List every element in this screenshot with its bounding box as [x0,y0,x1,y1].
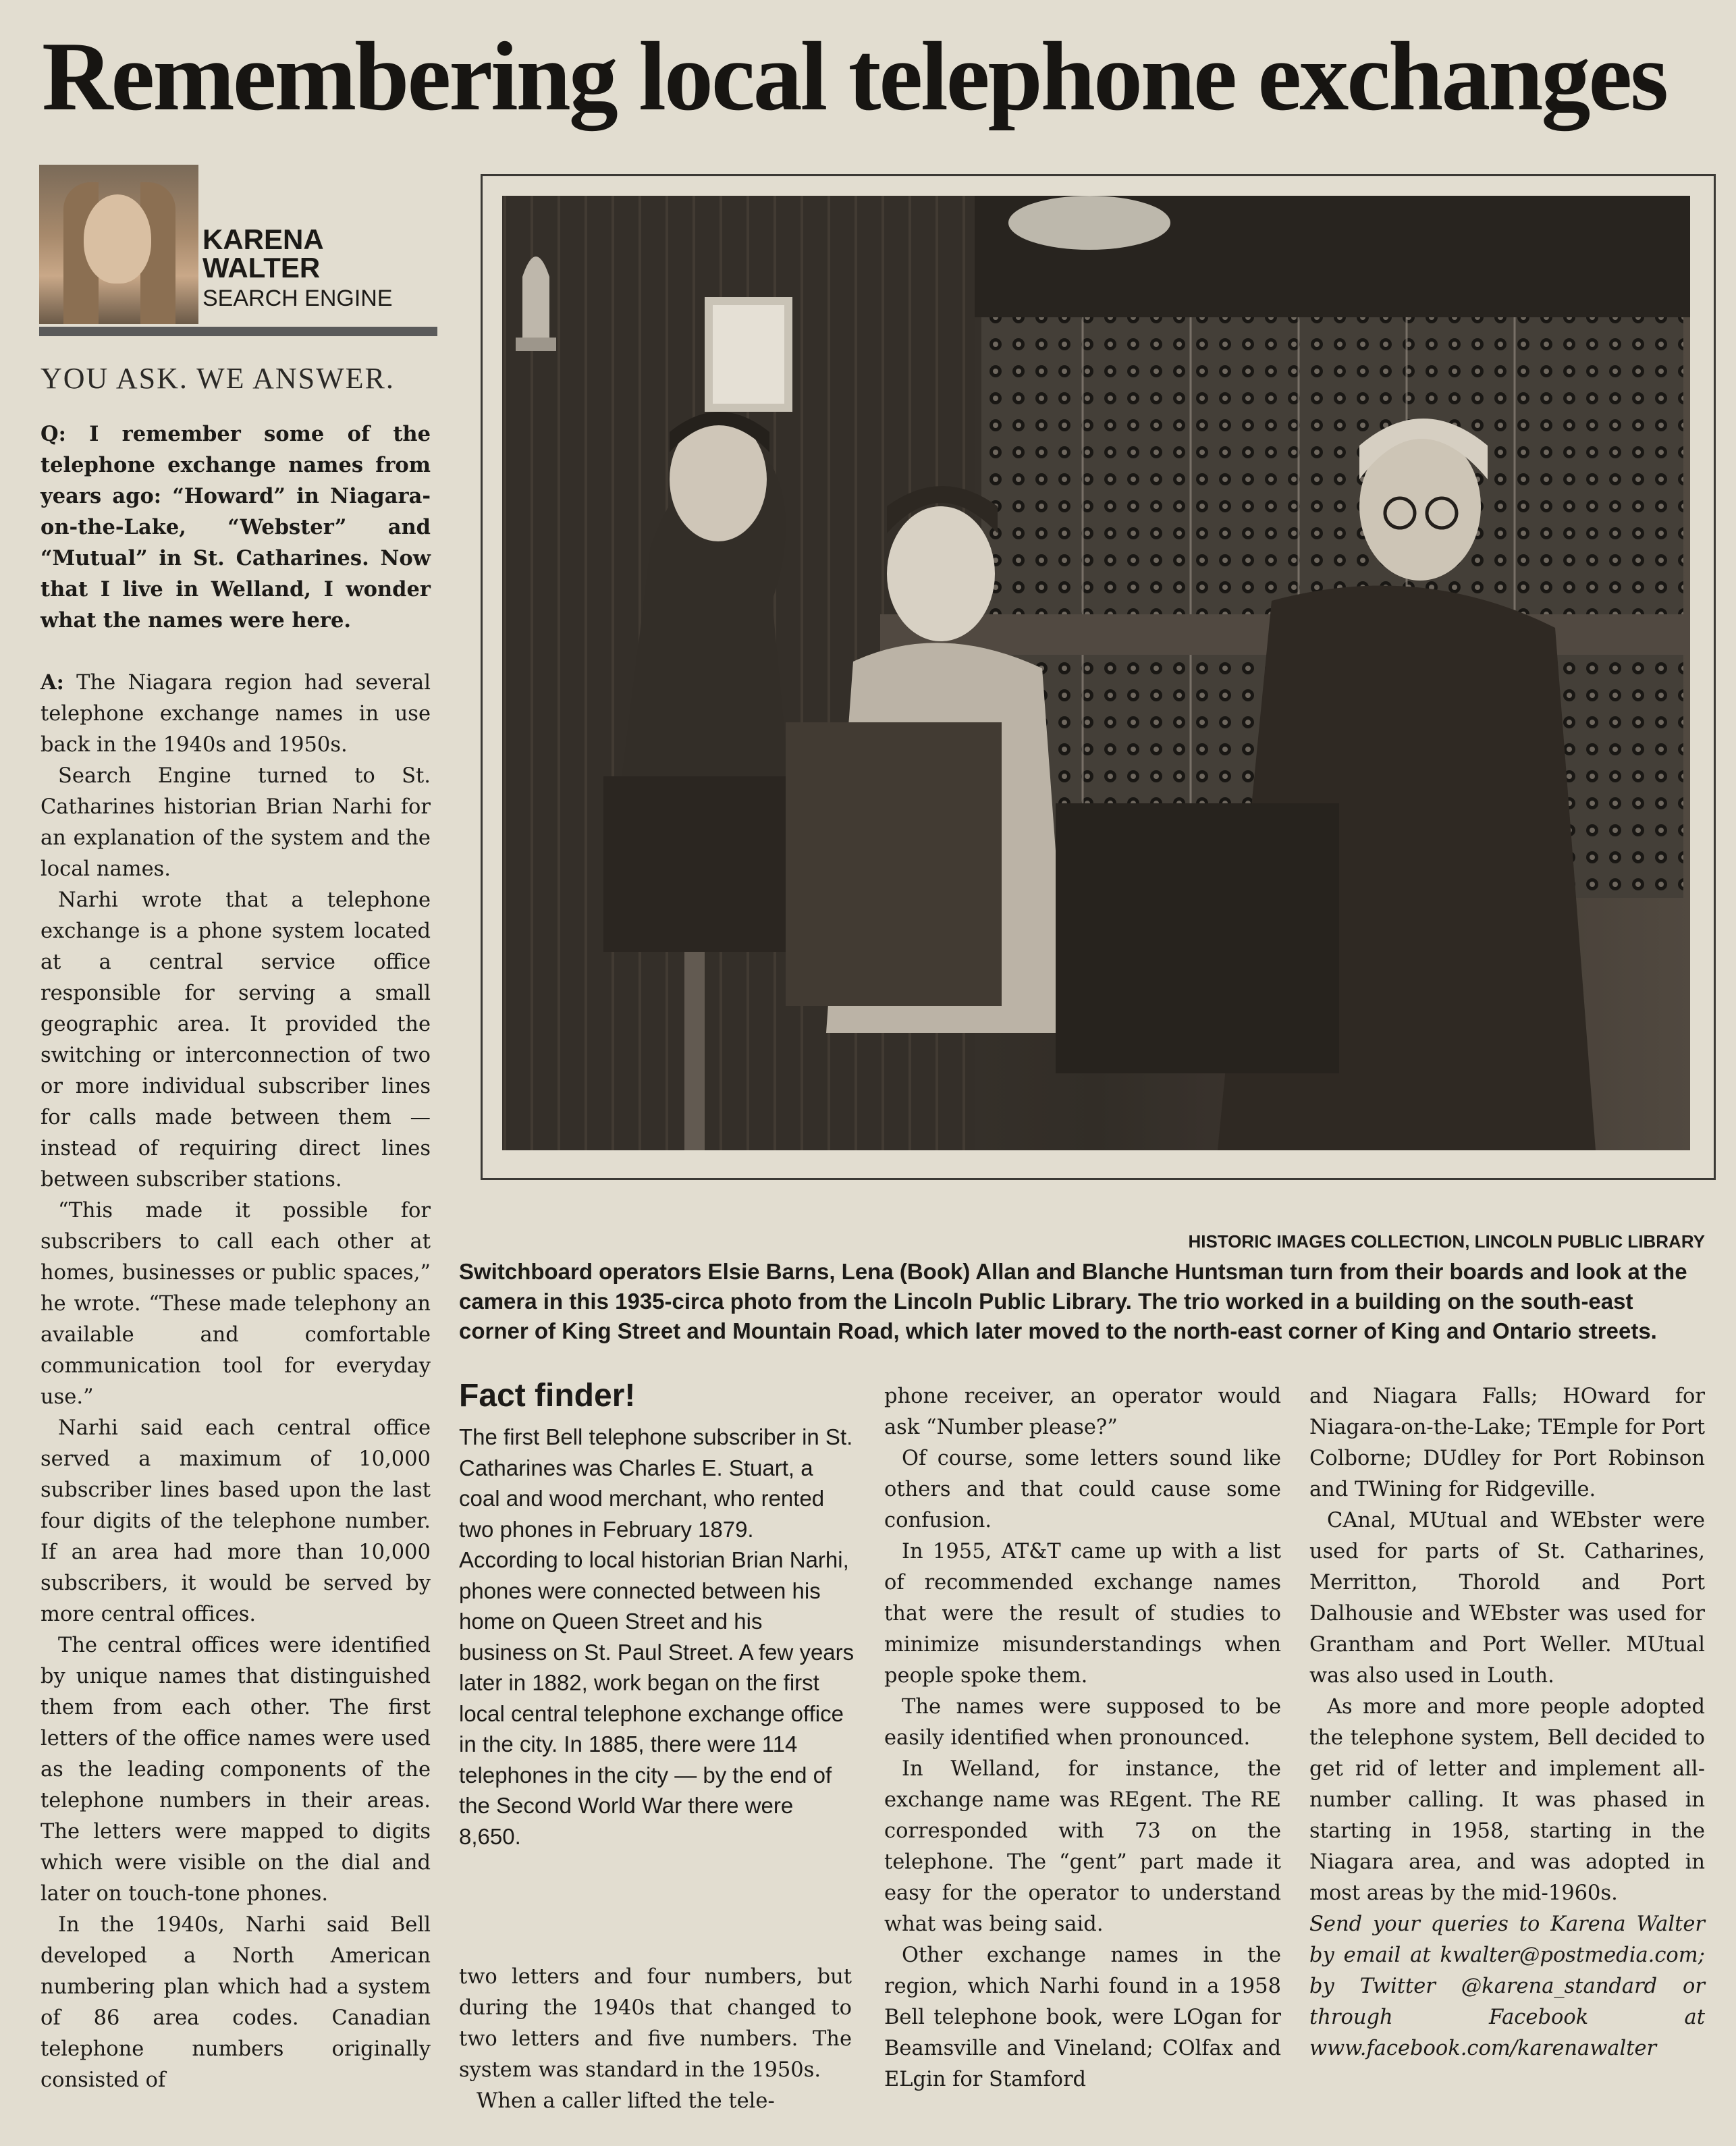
fact-finder-title: Fact finder! [459,1378,636,1414]
switchboard-photo [502,196,1690,1150]
article-paragraph: Narhi said each central office served a maximum of 10,000 subscriber lines based upon the last four digits of the telephone number. If an area had more than 10,000 subscribers, it would be served by more central offices. [40,1416,431,1626]
switchboard-photo-illustration [502,196,1690,1150]
author-photo [39,165,198,324]
article-paragraph: Other exchange names in the region, which Narhi found in a 1958 Bell telephone book, were LOgan for Beamsville and Vineland; COlfax and ELgin for Stamford [884,1943,1281,2091]
column-name: SEARCH ENGINE [202,286,393,311]
kicker: YOU ASK. WE ANSWER. [40,362,395,395]
article-paragraph: As more and more people adopted the telephone system, Bell decided to get rid of letter and implement all-number calling. It was phased in starting in 1958, starting in the Niagara area, and was adopted in most areas by the mid-1960s. [1309,1695,1705,1905]
article-paragraph: In 1955, AT&T came up with a list of recommended exchange names that were the result of studies to minimize misunderstandings when people spoke them. [884,1540,1281,1688]
article-column-3 [884,1381,1281,2095]
photo-credit: HISTORIC IMAGES COLLECTION, LINCOLN PUBLIC LIBRARY [1188,1231,1705,1252]
fact-finder-body: The first Bell telephone subscriber in St. Catharines was Charles E. Stuart, a coal and wood merchant, who rented two phones in February 1879. According to local historian Brian Narhi, phones were connected between his home on Queen Street and his business on St. Paul Street. A few years later in 1882, work began on the first local central telephone exchange office in the city. In 1885, there were 114 telephones in the city — by the end of the Second World War there were 8,650. [459,1424,855,1849]
answer-paragraph [40,667,431,761]
article-paragraph: “This made it possible for subscribers to call each other at homes, businesses or public spaces,” he wrote. “These made telephony an available and comfortable communication tool for everyday use.” [40,1199,431,1409]
article-paragraph: Narhi wrote that a telephone exchange is a phone system located at a central service office responsible for serving a small geographic area. It provided the switching or interconnection of two or more individual subscriber lines for calls made between them — instead of requiring direct lines between subscriber stations. [40,888,431,1191]
article-paragraph: The central offices were identified by unique names that distinguished them from each other. The first letters of the office names were used as the leading components of the telephone numbers in their areas. The letters were mapped to digits which were visible on the dial and later on touch-tone phones. [40,1634,431,1906]
article-paragraph: When a caller lifted the tele- [477,2089,775,2113]
article-paragraph: Of course, some letters sound like others and that could cause some confusion. [884,1447,1281,1532]
reader-question: Q: I remember some of the telephone exchange names from years ago: “Howard” in Niagara-on-the-Lake, “Webster” and “Mutual” in St. Catharines. Now that I live in Welland, I wonder what the names were here. [40,422,431,633]
author-last-name: WALTER [202,252,321,284]
article-paragraph: two letters and four numbers, but during the 1940s that changed to two letters and five numbers. The system was standard in the 1950s. [459,1965,852,2082]
paragraph-text: The Niagara region had several telephone exchange names in use back in the 1940s and 1950s. [40,671,431,757]
headline: Remembering local telephone exchanges [42,22,1667,131]
article-paragraph: phone receiver, an operator would ask “Number please?” [884,1385,1281,1439]
fact-finder-box [459,1374,856,1852]
article-paragraph: In Welland, for instance, the exchange name was REgent. The RE corresponded with 73 on the telephone. The “gent” part made it easy for the operator to understand what was being said. [884,1757,1281,1936]
article-paragraph: The names were supposed to be easily identified when pronounced. [884,1695,1281,1750]
answer-label: A: [40,670,64,695]
article-paragraph: and Niagara Falls; HOward for Niagara-on-the-Lake; TEmple for Port Colborne; DUdley for Port Robinson and TWining for Ridgeville. [1309,1385,1705,1501]
article-paragraph: CAnal, MUtual and WEbster were used for parts of St. Catharines, Merritton, Thorold and Port Dalhousie and WEbster was used for Grantham and Port Weller. MUtual was also used in Louth. [1309,1509,1705,1688]
article-paragraph: In the 1940s, Narhi said Bell developed a North American numbering plan which had a system of 86 area codes. Canadian telephone numbers originally consisted of [40,1913,431,2092]
author-first-name: KARENA [202,223,324,255]
article-column-4 [1309,1381,1705,2064]
article-column-1 [40,419,431,2096]
signoff [1309,1909,1705,2064]
signoff-text: Send your queries to Karena Walter by email at kwalter@postmedia.com; by Twitter @karena_standard or through Facebook at www.facebook.com/karenawalter [1309,1912,1705,2060]
author-name [202,225,405,282]
byline [39,165,437,336]
article-column-2 [459,1962,852,2117]
photo-caption: Switchboard operators Elsie Barns, Lena (Book) Allan and Blanche Huntsman turn from their boards and look at the camera in this 1935-circa photo from the Lincoln Public Library. The trio worked in a building on the south-east corner of King Street and Mountain Road, which later moved to the north-east corner of King and Ontario streets. [459,1259,1687,1343]
article-paragraph: Search Engine turned to St. Catharines historian Brian Narhi for an explanation of the system and the local names. [40,764,431,881]
